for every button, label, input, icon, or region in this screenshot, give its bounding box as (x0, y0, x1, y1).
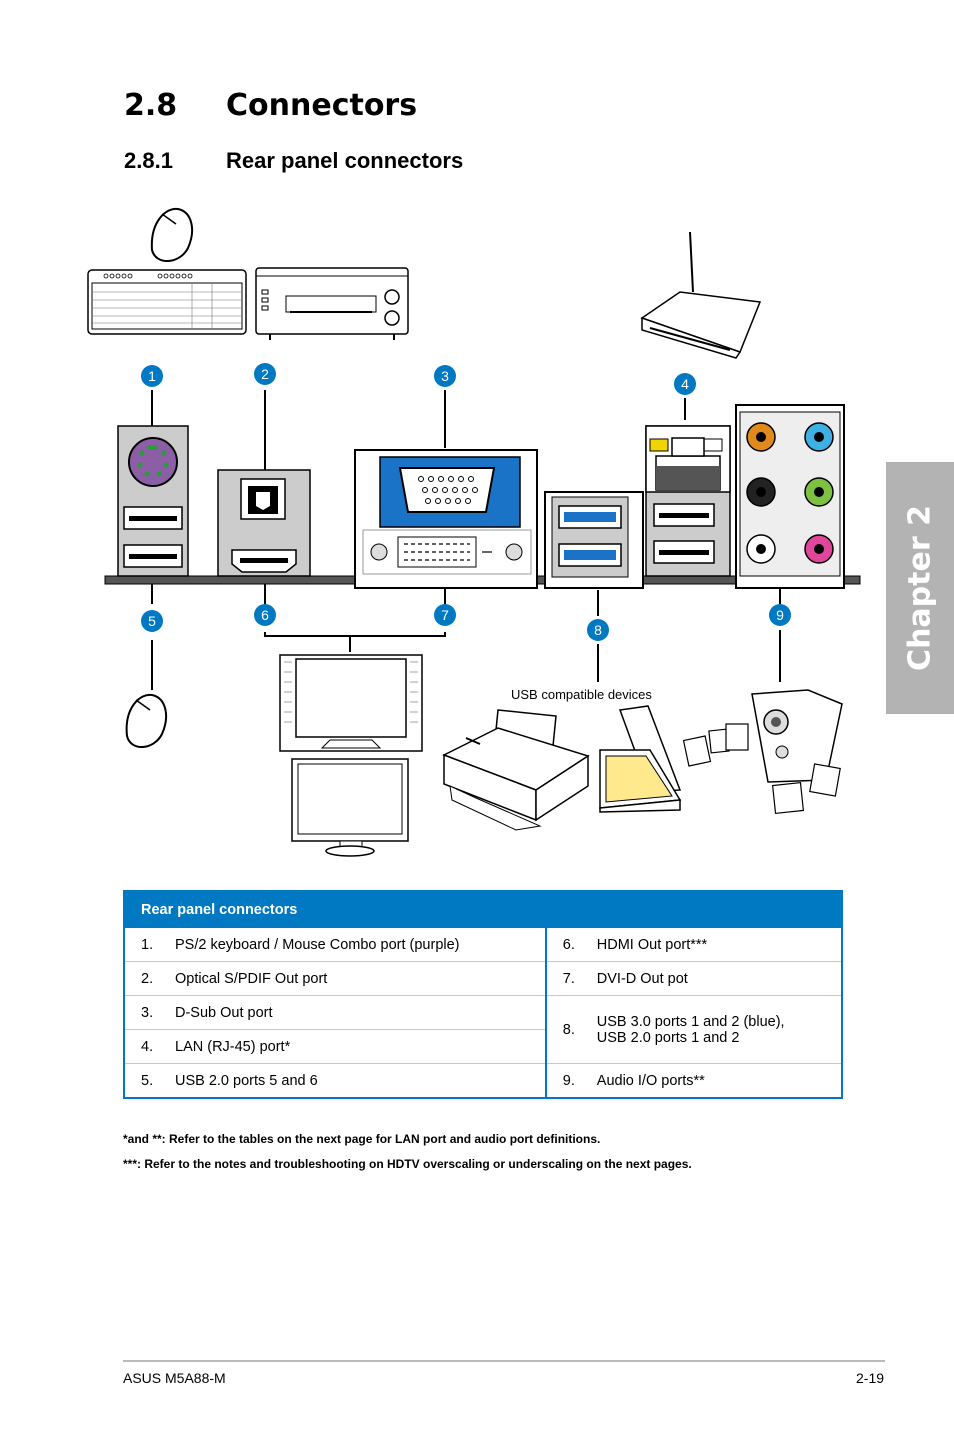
chapter-tab: Chapter 2 (886, 462, 954, 714)
vga-dvi-block (355, 450, 537, 588)
callout-number-4: 4 (681, 376, 689, 392)
table-row: 5. USB 2.0 ports 5 and 6 9. Audio I/O ports** (124, 1064, 842, 1099)
audio-receiver-icon (256, 268, 408, 340)
connector-label: Optical S/PDIF Out port (175, 962, 546, 996)
speakers-icon (684, 690, 842, 813)
table-header: Rear panel connectors (124, 891, 842, 928)
lan-usb2-block (646, 426, 730, 576)
callout-number-8: 8 (594, 622, 602, 638)
printer-icon (444, 710, 588, 830)
connector-label: USB 2.0 ports 5 and 6 (175, 1064, 546, 1099)
mouse-icon (127, 695, 166, 747)
mouse-icon (152, 209, 192, 261)
scanner-icon (600, 706, 680, 812)
connector-label: D-Sub Out port (175, 996, 546, 1030)
callout-number-6: 6 (261, 607, 269, 623)
connector-label: Audio I/O ports** (597, 1064, 842, 1099)
connector-label: PS/2 keyboard / Mouse Combo port (purple) (175, 928, 546, 962)
table-row: 4. LAN (RJ-45) port* (124, 1030, 842, 1064)
table-row: 2. Optical S/PDIF Out port 7. DVI-D Out pot (124, 962, 842, 996)
footer-rule (123, 1360, 885, 1362)
footnote-lan-audio: *and **: Refer to the tables on the next page for LAN port and audio port definitions. (123, 1132, 601, 1146)
callout-number-3: 3 (441, 368, 449, 384)
usb3-block (545, 492, 643, 588)
ps2-usb-block (118, 426, 188, 576)
connector-label: LAN (RJ-45) port* (175, 1030, 546, 1064)
keyboard-icon (88, 270, 246, 334)
callout-number-9: 9 (776, 607, 784, 623)
wireless-router-icon (642, 232, 760, 358)
monitor-icon (280, 655, 422, 856)
callout-number-5: 5 (148, 613, 156, 629)
audio-block (736, 405, 844, 588)
callout-number-7: 7 (441, 607, 449, 623)
usb-devices-label: USB compatible devices (511, 687, 652, 702)
rear-panel-diagram (0, 195, 880, 865)
callout-number-2: 2 (261, 366, 269, 382)
footer-product: ASUS M5A88-M (123, 1370, 226, 1386)
footer-page-number: 2-19 (856, 1370, 885, 1386)
callout-number-1: 1 (148, 368, 156, 384)
connector-label: HDMI Out port*** (597, 928, 842, 962)
connector-table (123, 890, 843, 1099)
connector-label: USB 3.0 ports 1 and 2 (blue), USB 2.0 ports 1 and 2 (597, 996, 842, 1064)
spdif-hdmi-block (218, 470, 310, 576)
connector-label: DVI-D Out pot (597, 962, 842, 996)
section-title: 2.8 Connectors (124, 88, 418, 123)
footnote-hdtv: ***: Refer to the notes and troubleshooting on HDTV overscaling or underscaling on the next pages. (123, 1157, 692, 1171)
table-row: 3. D-Sub Out port 8. USB 3.0 ports 1 and 2 (blue), USB 2.0 ports 1 and 2 (124, 996, 842, 1030)
table-row: 1. PS/2 keyboard / Mouse Combo port (purple) 6. HDMI Out port*** (124, 928, 842, 962)
subsection-title: 2.8.1 Rear panel connectors (124, 148, 464, 173)
